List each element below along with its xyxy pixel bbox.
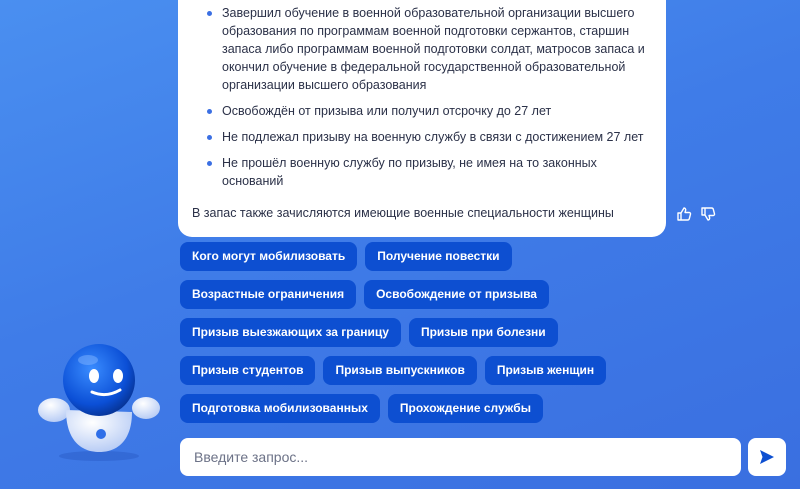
- feedback-controls: [676, 206, 716, 222]
- list-item: Завершил обучение в военной образовательной организации высшего образования по программам военной подготовки сержантов, старшин запаса либо программам военной подготовки солдат, матросов запаса и окончил обучение в федеральной государственной образовательной организации высшего образования: [192, 4, 652, 94]
- chip-receiving-summons[interactable]: Получение повестки: [365, 242, 511, 271]
- chip-exemption[interactable]: Освобождение от призыва: [364, 280, 549, 309]
- send-arrow-icon: [758, 448, 776, 466]
- chip-service[interactable]: Прохождение службы: [388, 394, 543, 423]
- message-bullet-list: [192, 4, 652, 190]
- assistant-message: [178, 0, 666, 237]
- list-item: Не подлежал призыву на военную службу в связи с достижением 27 лет: [192, 128, 652, 146]
- chip-students[interactable]: Призыв студентов: [180, 356, 315, 385]
- chip-illness-conscription[interactable]: Призыв при болезни: [409, 318, 558, 347]
- list-item: Освобождён от призыва или получил отсрочку до 27 лет: [192, 102, 652, 120]
- robot-mascot-icon: [36, 340, 162, 462]
- chip-who-can-be-mobilized[interactable]: Кого могут мобилизовать: [180, 242, 357, 271]
- thumbs-up-icon[interactable]: [676, 206, 692, 222]
- chip-age-limits[interactable]: Возрастные ограничения: [180, 280, 356, 309]
- suggestion-chips: [180, 242, 606, 432]
- query-input[interactable]: [192, 448, 729, 466]
- thumbs-down-icon[interactable]: [700, 206, 716, 222]
- list-item: Не прошёл военную службу по призыву, не имея на то законных оснований: [192, 154, 652, 190]
- chip-training[interactable]: Подготовка мобилизованных: [180, 394, 380, 423]
- chip-abroad-conscription[interactable]: Призыв выезжающих за границу: [180, 318, 401, 347]
- chip-women[interactable]: Призыв женщин: [485, 356, 606, 385]
- query-input-field[interactable]: [180, 438, 741, 476]
- chip-graduates[interactable]: Призыв выпускников: [323, 356, 476, 385]
- message-footnote: В запас также зачисляются имеющие военные специальности женщины: [192, 206, 614, 220]
- send-button[interactable]: [748, 438, 786, 476]
